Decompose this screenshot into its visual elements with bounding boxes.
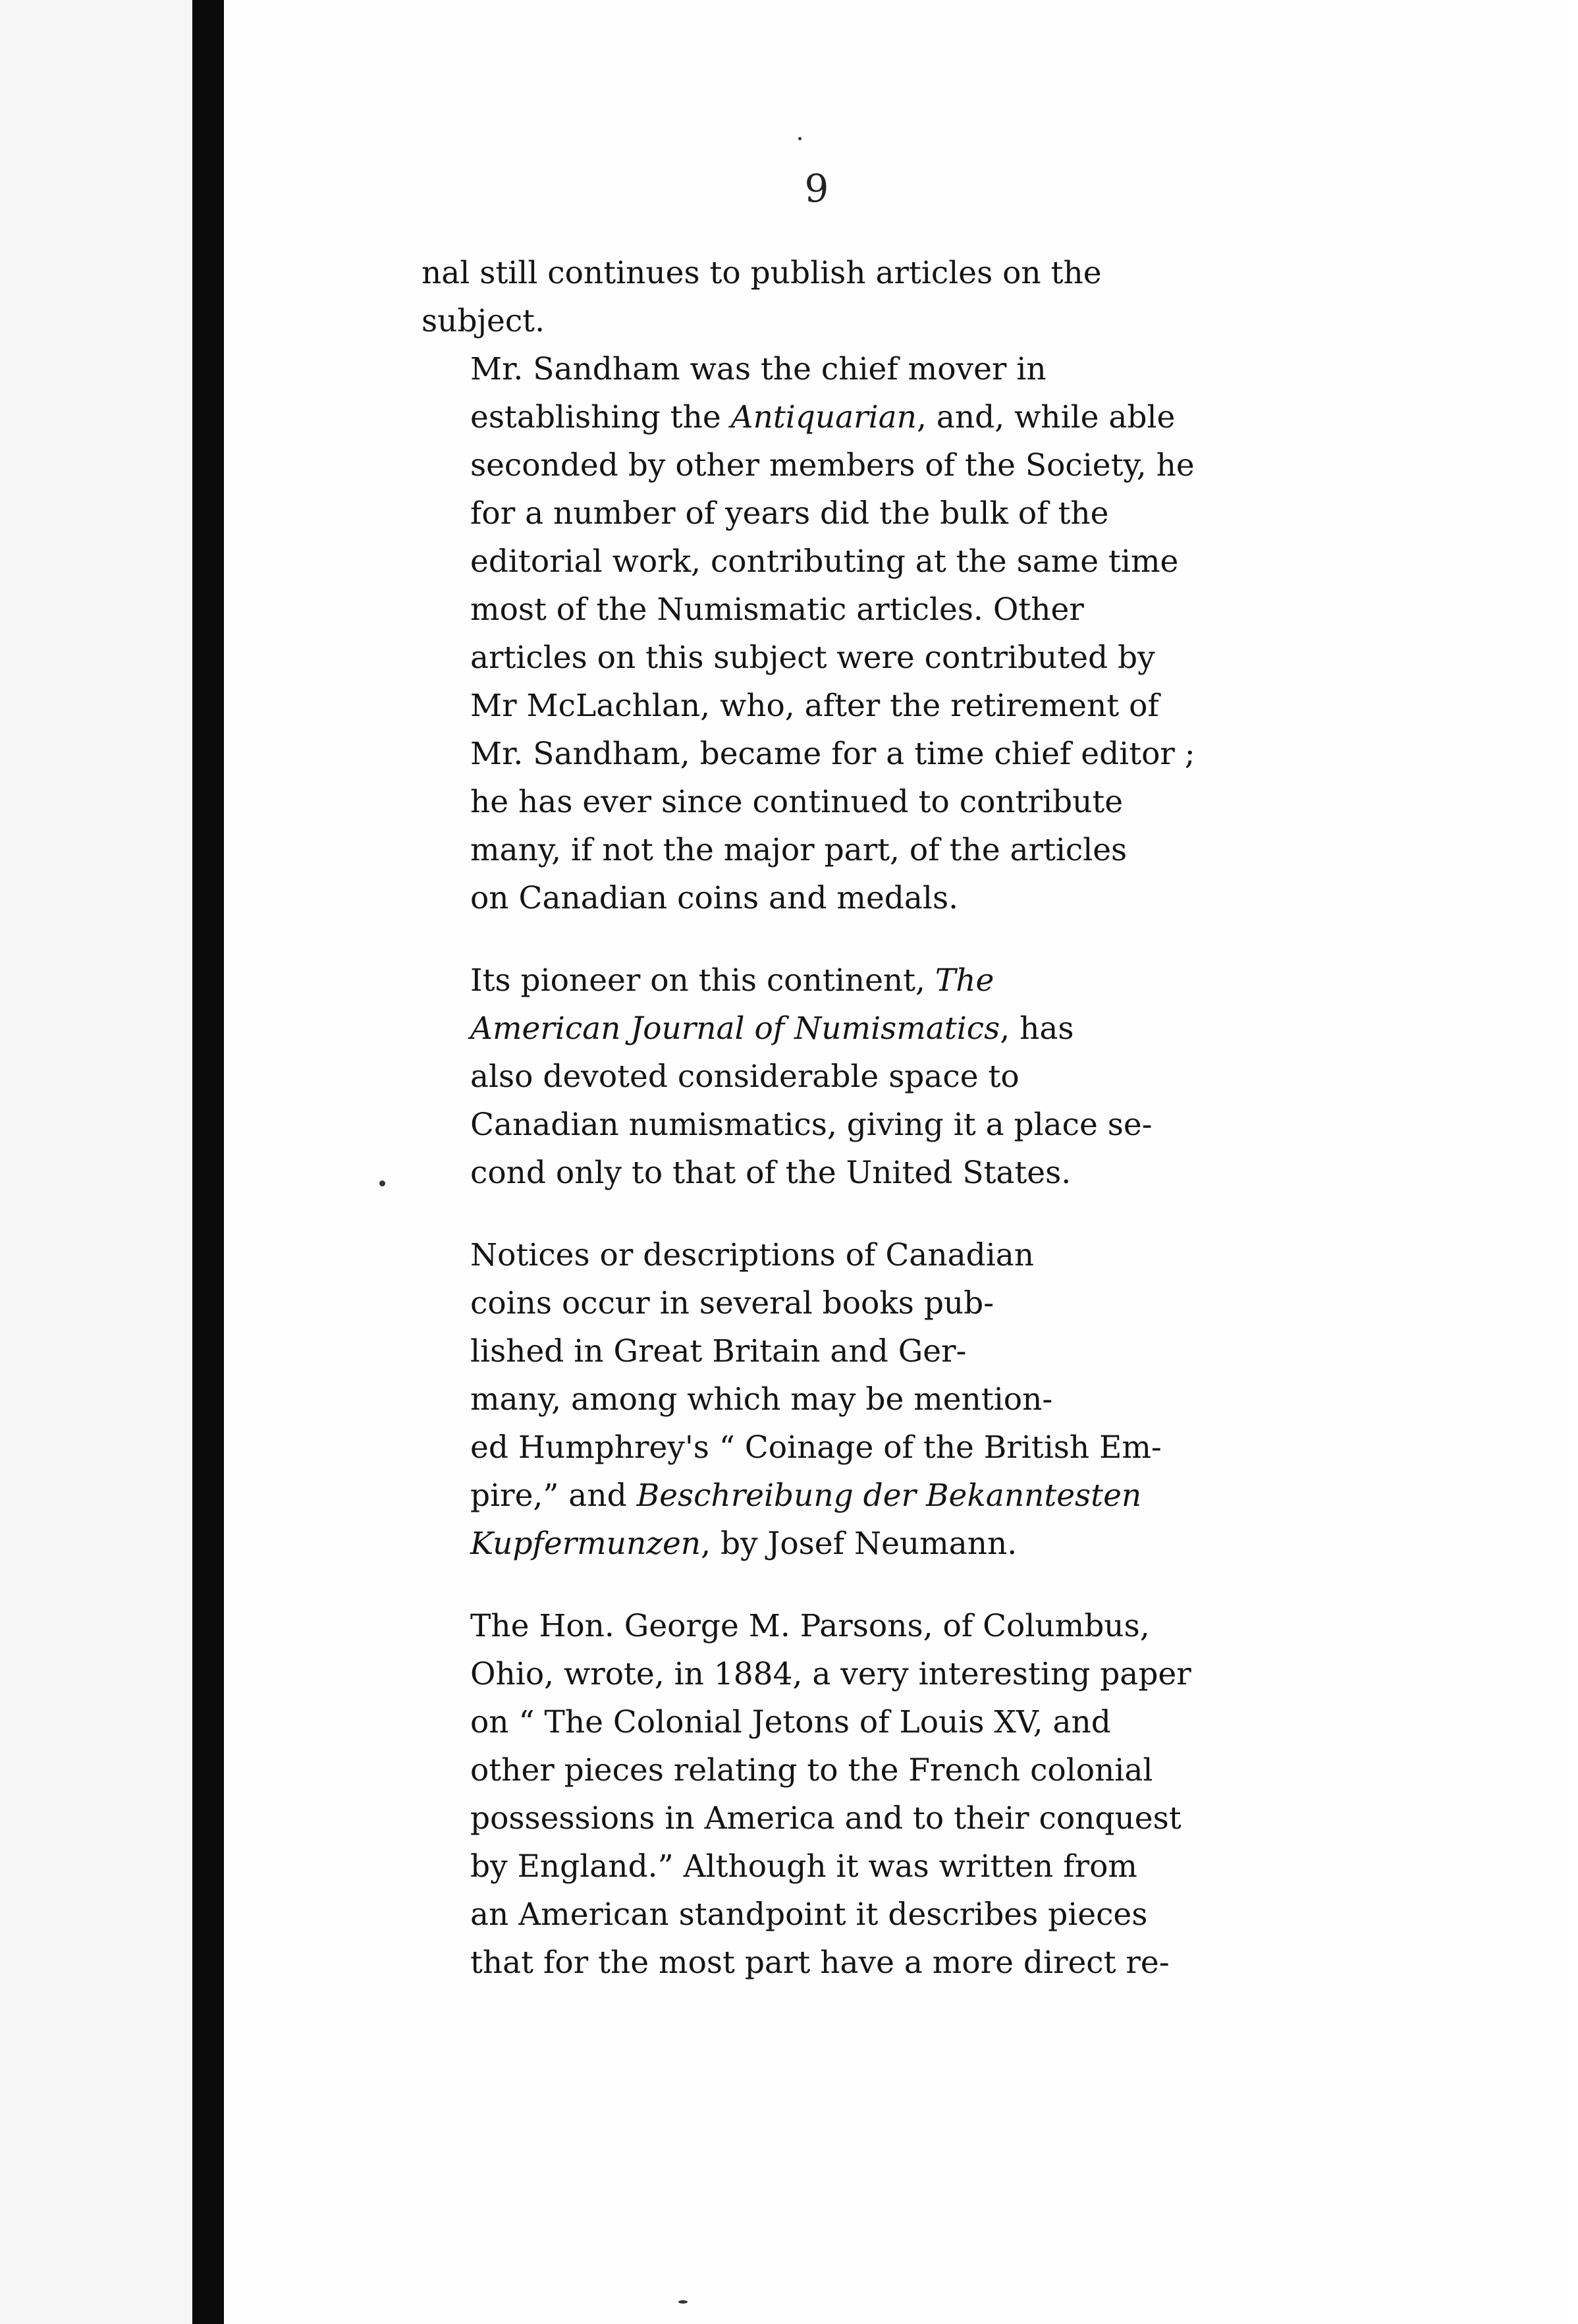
- text-run: , by Josef Neumann.: [701, 1526, 1018, 1562]
- book-gutter-shadow: [192, 0, 224, 2324]
- paragraph: [422, 345, 1199, 922]
- text-run: Mr. Sandham was the chief mover in: [470, 351, 1047, 387]
- text-line: [422, 1520, 1199, 1568]
- text-run: , and, while able: [916, 399, 1176, 435]
- text-line: [422, 1279, 1199, 1327]
- text-run: editorial work, contributing at the same time: [470, 543, 1179, 580]
- scan-speck: [379, 1180, 385, 1186]
- text-line: [422, 1149, 1199, 1197]
- text-run: that for the most part have a more direct re-: [470, 1945, 1170, 1981]
- italic-text: Kupfermunzen: [470, 1526, 701, 1562]
- text-line: [422, 1424, 1199, 1472]
- body-text: [422, 249, 1199, 1987]
- page-number: 9: [804, 166, 829, 211]
- text-line: [422, 586, 1199, 634]
- text-line: [422, 1891, 1199, 1939]
- text-run: , has: [1000, 1010, 1074, 1047]
- text-run: many, if not the major part, of the articles: [470, 832, 1128, 868]
- italic-text: American Journal of Numismatics: [470, 1010, 1000, 1047]
- text-line: [422, 345, 1199, 393]
- text-run: an American standpoint it describes pieces: [470, 1896, 1148, 1933]
- text-run: on Canadian coins and medals.: [470, 880, 959, 916]
- text-line: [422, 1650, 1199, 1698]
- text-line: [422, 778, 1199, 826]
- italic-text: Beschreibung der Bekanntesten: [636, 1478, 1142, 1514]
- text-run: seconded by other members of the Society, he: [470, 447, 1195, 484]
- text-line: [422, 489, 1199, 538]
- text-line: [422, 1375, 1199, 1424]
- paragraph: [422, 249, 1199, 345]
- text-run: The Hon. George M. Parsons, of Columbus,: [470, 1608, 1150, 1644]
- text-run: coins occur in several books pub-: [470, 1285, 994, 1321]
- paragraph: [422, 1602, 1199, 1987]
- text-line: [422, 441, 1199, 489]
- text-line: [422, 538, 1199, 586]
- text-run: by England.” Although it was written from: [470, 1848, 1137, 1885]
- text-run: lished in Great Britain and Ger-: [470, 1333, 967, 1370]
- text-line: [422, 956, 1199, 1005]
- paragraph: [422, 956, 1199, 1197]
- text-run: other pieces relating to the French colonial: [470, 1752, 1153, 1788]
- text-run: pire,” and: [470, 1478, 637, 1514]
- text-line: [422, 682, 1199, 730]
- text-run: subject.: [422, 303, 545, 339]
- text-run: also devoted considerable space to: [470, 1059, 1020, 1095]
- text-line: [422, 1794, 1199, 1842]
- text-line: [422, 1231, 1199, 1279]
- text-run: Ohio, wrote, in 1884, a very interesting paper: [470, 1656, 1191, 1692]
- text-run: for a number of years did the bulk of the: [470, 495, 1109, 532]
- text-run: he has ever since continued to contribute: [470, 784, 1124, 820]
- text-run: ed Humphrey's “ Coinage of the British Em-: [470, 1429, 1162, 1466]
- paragraph: [422, 1231, 1199, 1568]
- scan-speck: [798, 137, 802, 140]
- text-line: [422, 1101, 1199, 1149]
- text-run: Notices or descriptions of Canadian: [470, 1237, 1035, 1273]
- text-line: [422, 1698, 1199, 1746]
- text-line: [422, 826, 1199, 874]
- text-line: [422, 730, 1199, 778]
- text-line: [422, 297, 1199, 345]
- text-line: [422, 1602, 1199, 1650]
- text-line: [422, 249, 1199, 297]
- text-line: [422, 634, 1199, 682]
- text-line: [422, 1472, 1199, 1520]
- text-run: nal still continues to publish articles on the: [422, 255, 1102, 291]
- facing-page-edge: [0, 0, 217, 2324]
- text-run: Mr McLachlan, who, after the retirement of: [470, 688, 1159, 724]
- text-line: [422, 1005, 1199, 1053]
- text-run: Canadian numismatics, giving it a place se-: [470, 1107, 1153, 1143]
- text-line: [422, 393, 1199, 441]
- scan-speck: [678, 2300, 688, 2304]
- text-line: [422, 1327, 1199, 1375]
- text-run: possessions in America and to their conquest: [470, 1800, 1182, 1837]
- text-run: establishing the: [470, 399, 731, 435]
- text-run: cond only to that of the United States.: [470, 1155, 1072, 1191]
- text-line: [422, 874, 1199, 922]
- text-run: Its pioneer on this continent,: [470, 962, 935, 999]
- text-run: on “ The Colonial Jetons of Louis XV, and: [470, 1704, 1111, 1740]
- text-run: articles on this subject were contributed by: [470, 640, 1155, 676]
- text-line: [422, 1746, 1199, 1794]
- italic-text: Antiquarian: [730, 399, 917, 435]
- italic-text: The: [935, 962, 994, 999]
- text-run: most of the Numismatic articles. Other: [470, 592, 1084, 628]
- text-line: [422, 1842, 1199, 1891]
- text-run: Mr. Sandham, became for a time chief editor ;: [470, 736, 1195, 772]
- text-line: [422, 1053, 1199, 1101]
- text-run: many, among which may be mention-: [470, 1381, 1053, 1418]
- text-line: [422, 1939, 1199, 1987]
